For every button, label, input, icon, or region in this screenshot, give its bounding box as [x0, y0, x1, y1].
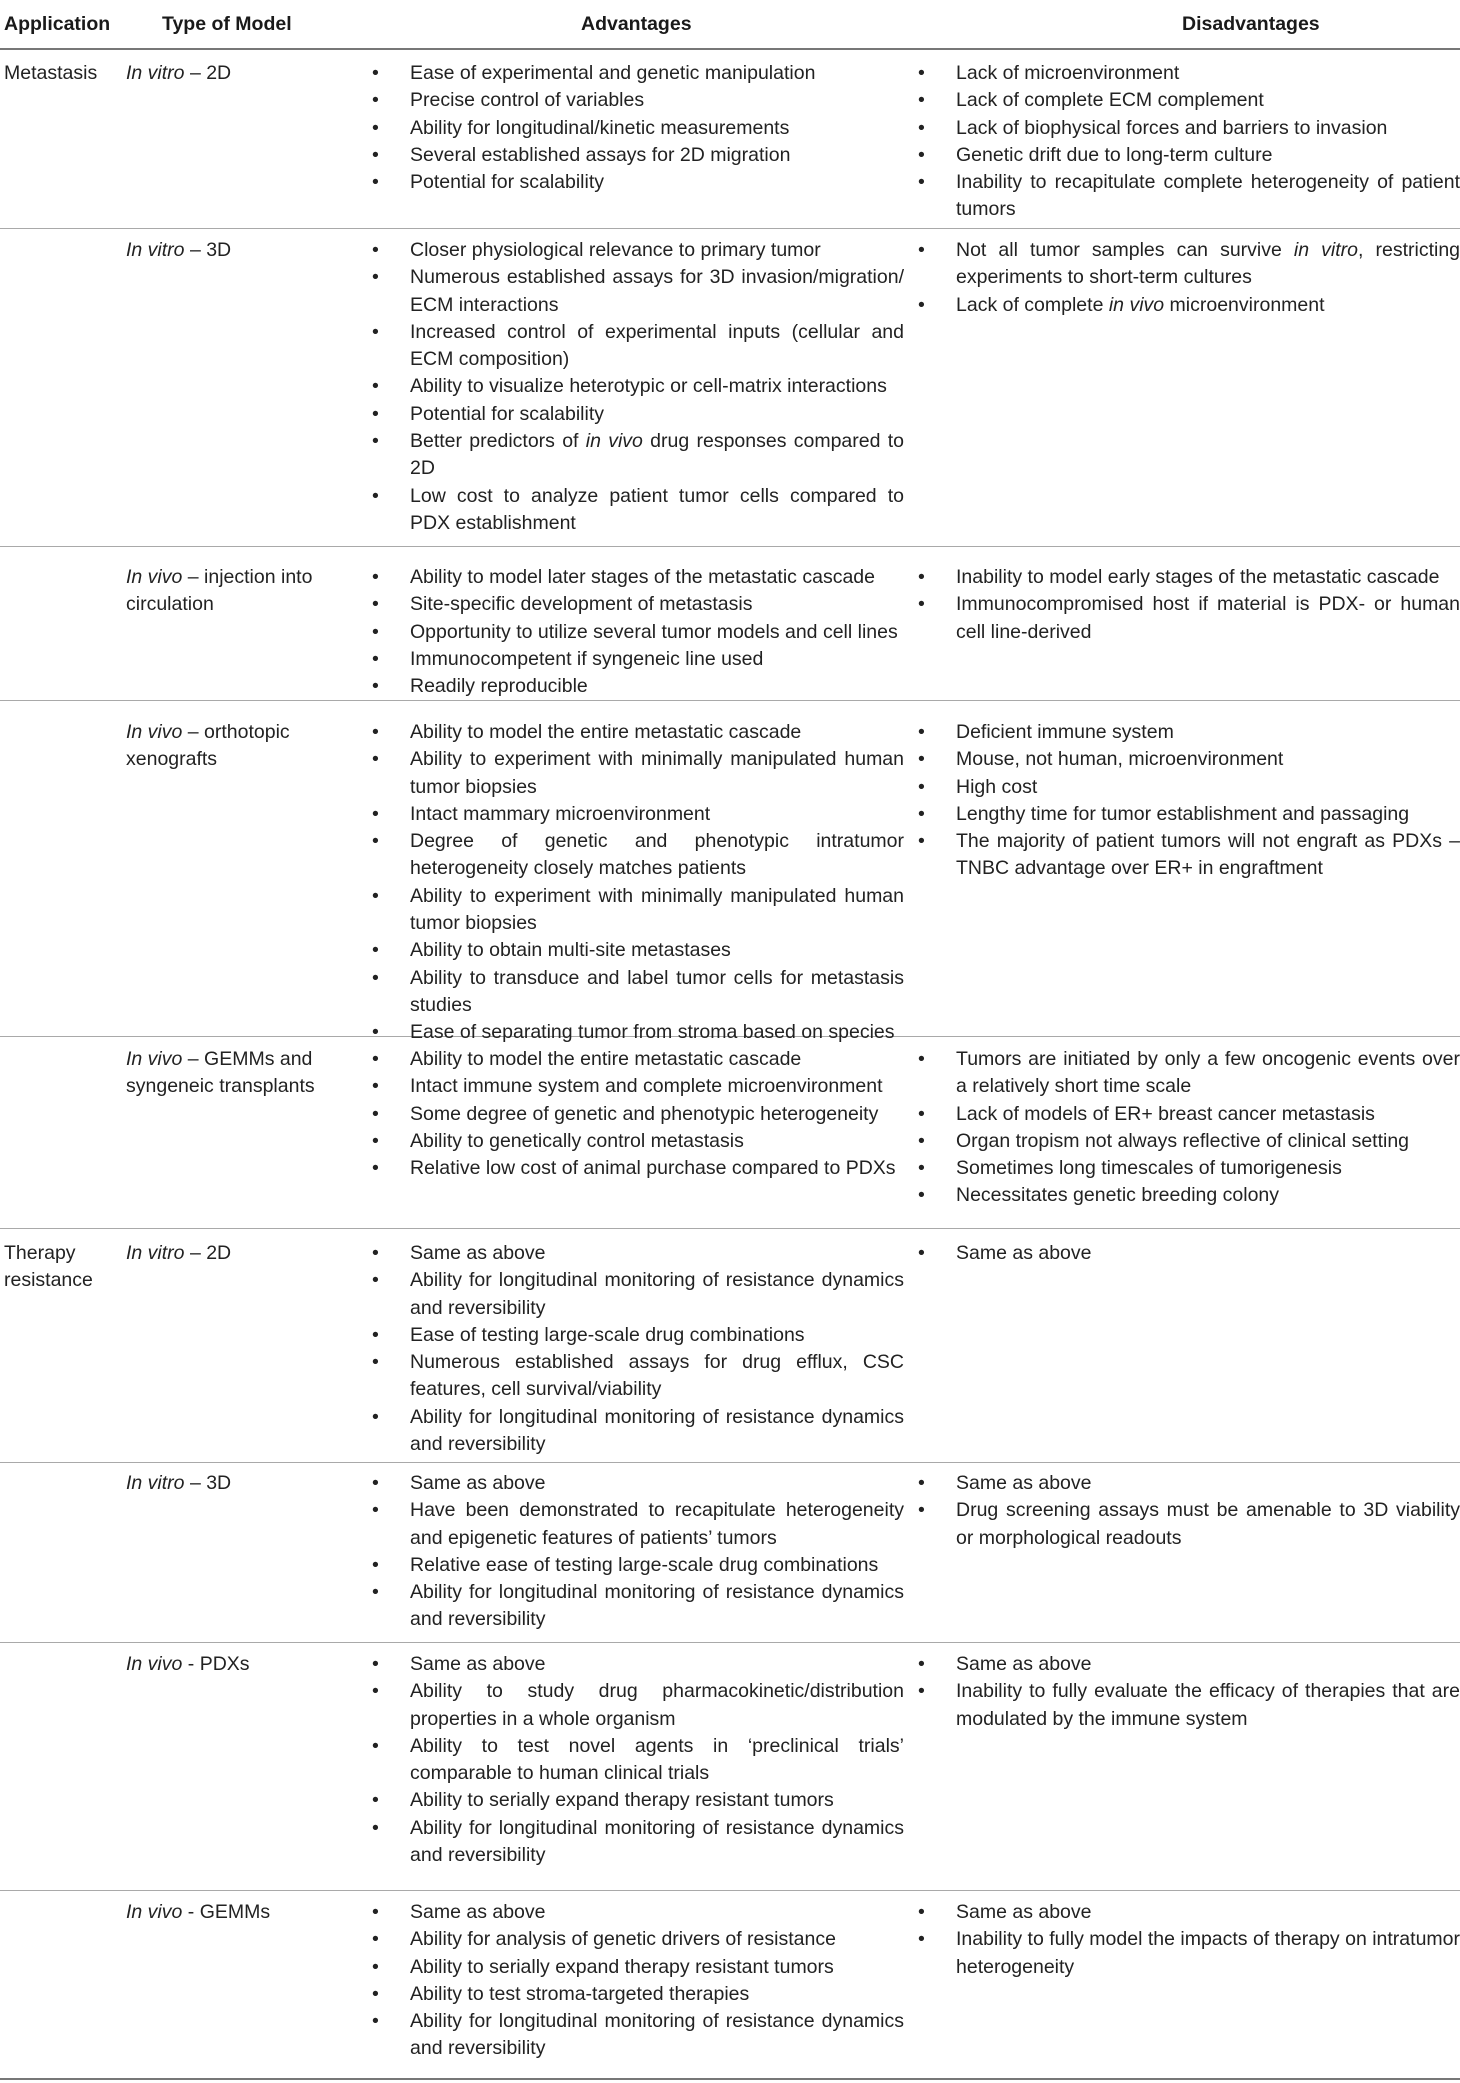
advantage-item-text: Ability for longitudinal monitoring of resistance dynamics and reversibility	[410, 1405, 904, 1456]
bullet-icon: •	[372, 966, 379, 989]
advantages-list	[372, 1899, 904, 2063]
disadvantage-item-text: Lengthy time for tumor establishment and passaging	[956, 802, 1410, 825]
bullet-icon: •	[372, 647, 379, 670]
advantages-list	[372, 1240, 904, 1458]
bullet-icon: •	[372, 1499, 379, 1522]
advantage-item	[372, 1651, 904, 1678]
advantage-item	[372, 115, 904, 142]
disadvantage-item-text: Mouse, not human, microenvironment	[956, 748, 1284, 771]
disadvantage-item	[918, 746, 1460, 773]
advantage-item-text: Ability to model later stages of the metastatic cascade	[410, 566, 875, 588]
disadvantage-item	[918, 60, 1460, 87]
disadvantage-item-text: Lack of complete in vivo microenvironment	[956, 293, 1325, 316]
advantage-item-text: Site-specific development of metastasis	[410, 593, 753, 616]
advantage-item-text: Ability to test novel agents in ‘preclinical trials’ comparable to human clinical trials	[410, 1734, 904, 1785]
bullet-icon: •	[918, 1102, 925, 1125]
bullet-icon: •	[372, 375, 379, 398]
bullet-icon: •	[372, 675, 379, 698]
bullet-icon: •	[372, 1323, 379, 1346]
bullet-icon: •	[918, 1242, 925, 1264]
advantage-item	[372, 319, 904, 374]
disadvantage-item	[918, 801, 1460, 828]
row-divider	[0, 1228, 1460, 1229]
bullet-icon: •	[918, 293, 925, 316]
header-application: Application	[4, 13, 111, 35]
disadvantage-item-text: Same as above	[956, 1653, 1092, 1675]
disadvantage-item	[918, 774, 1460, 801]
advantage-item-text: Ease of experimental and genetic manipulation	[410, 62, 816, 84]
application-cell: Therapy resistance	[4, 1242, 93, 1292]
disadvantage-item-text: Same as above	[956, 1472, 1092, 1494]
table-border	[0, 48, 1460, 50]
model-type-italic: In vivo	[126, 721, 183, 743]
bullet-icon: •	[918, 1472, 925, 1494]
advantage-item	[372, 828, 904, 883]
model-type-cell	[126, 1046, 348, 1101]
advantage-item	[372, 87, 904, 114]
disadvantages-list	[918, 1240, 1460, 1267]
advantage-item	[372, 373, 904, 400]
advantage-item	[372, 1981, 904, 2008]
table-border	[0, 2078, 1460, 2080]
advantage-item-text: Same as above	[410, 1653, 546, 1675]
advantage-item-text: Degree of genetic and phenotypic intratumor heterogeneity closely matches patients	[410, 830, 904, 880]
model-type-detail: – 3D	[184, 239, 232, 261]
advantage-item-text: Ability for longitudinal/kinetic measurements	[410, 116, 790, 139]
disadvantage-item	[918, 1046, 1460, 1101]
disadvantage-item	[918, 237, 1460, 292]
disadvantage-item	[918, 1497, 1460, 1552]
model-type-cell	[126, 1470, 348, 1497]
advantage-item-text: Several established assays for 2D migration	[410, 143, 791, 166]
advantage-item-text: Ease of testing large-scale drug combinations	[410, 1323, 805, 1346]
bullet-icon: •	[372, 266, 379, 289]
model-type-italic: In vivo	[126, 566, 183, 588]
advantage-item-text: Have been demonstrated to recapitulate heterogeneity and epigenetic features of patients’ tumors	[410, 1499, 904, 1549]
advantage-item-text: Readily reproducible	[410, 675, 588, 698]
model-type-detail: – 3D	[184, 1472, 232, 1494]
advantage-item-text: Ability for longitudinal monitoring of resistance dynamics and reversibility	[410, 1269, 904, 1319]
advantage-item	[372, 1073, 904, 1100]
advantage-item	[372, 1497, 904, 1552]
bullet-icon: •	[372, 1351, 379, 1374]
advantage-item-text: Relative ease of testing large-scale drug combinations	[410, 1553, 879, 1576]
row-divider	[0, 228, 1460, 229]
model-type-italic: In vitro	[126, 239, 185, 261]
advantage-item	[372, 1899, 904, 1926]
disadvantage-item-text: The majority of patient tumors will not engraft as PDXs – TNBC advantage over ER+ in engraftment	[956, 830, 1460, 880]
disadvantages-list	[918, 1651, 1460, 1733]
model-type-cell	[126, 1899, 348, 1926]
advantage-item	[372, 1128, 904, 1155]
bullet-icon: •	[372, 402, 379, 425]
row-divider	[0, 546, 1460, 547]
disadvantage-item	[918, 1155, 1460, 1182]
bullet-icon: •	[918, 1653, 925, 1675]
disadvantage-item	[918, 1101, 1460, 1128]
advantage-item-text: Same as above	[410, 1901, 546, 1923]
model-type-cell	[126, 719, 348, 774]
advantage-item-text: Ability for longitudinal monitoring of resistance dynamics and reversibility	[410, 1816, 904, 1867]
bullet-icon: •	[918, 1184, 925, 1207]
bullet-icon: •	[918, 593, 925, 616]
bullet-icon: •	[918, 1048, 925, 1070]
advantage-item-text: Ability to experiment with minimally manipulated human tumor biopsies	[410, 884, 904, 935]
bullet-icon: •	[372, 802, 379, 825]
header-disadvantages: Disadvantages	[1182, 13, 1320, 35]
bullet-icon: •	[918, 89, 925, 112]
bullet-icon: •	[372, 1734, 379, 1757]
bullet-icon: •	[918, 802, 925, 825]
advantage-item-text: Same as above	[410, 1472, 546, 1494]
advantage-item	[372, 2008, 904, 2063]
model-type-detail: – orthotopic xenografts	[126, 721, 290, 771]
bullet-icon: •	[372, 116, 379, 139]
disadvantage-item	[918, 142, 1460, 169]
disadvantage-item	[918, 1182, 1460, 1209]
application-cell: Metastasis	[4, 62, 98, 84]
disadvantage-item-text: Inability to fully model the impacts of therapy on intratumor heterogeneity	[956, 1928, 1460, 1978]
advantage-item-text: Immunocompetent if syngeneic line used	[410, 647, 764, 670]
disadvantage-item-text: Same as above	[956, 1901, 1092, 1923]
bullet-icon: •	[918, 566, 925, 588]
advantage-item-text: Numerous established assays for drug efflux, CSC features, cell survival/viability	[410, 1351, 904, 1401]
advantage-item	[372, 1046, 904, 1073]
advantage-item	[372, 1954, 904, 1981]
disadvantage-item-text: Immunocompromised host if material is PDX- or human cell line-derived	[956, 593, 1460, 643]
advantages-list	[372, 719, 904, 1047]
advantage-item	[372, 1101, 904, 1128]
header-type-of-model: Type of Model	[162, 13, 292, 35]
advantage-item	[372, 1579, 904, 1634]
advantage-item-text: Ease of separating tumor from stroma based on species	[410, 1021, 895, 1044]
bullet-icon: •	[372, 484, 379, 507]
disadvantage-item-text: High cost	[956, 775, 1038, 798]
bullet-icon: •	[918, 1928, 925, 1951]
advantage-item-text: Same as above	[410, 1242, 546, 1264]
bullet-icon: •	[372, 1048, 379, 1070]
advantage-item	[372, 264, 904, 319]
advantage-item	[372, 1240, 904, 1267]
disadvantage-item-text: Drug screening assays must be amenable to 3D viability or morphological readouts	[956, 1499, 1460, 1549]
model-type-detail: – GEMMs and syngeneic transplants	[126, 1048, 315, 1098]
model-type-italic: In vivo	[126, 1653, 183, 1675]
bullet-icon: •	[918, 1901, 925, 1923]
model-type-italic: In vivo	[126, 1048, 183, 1070]
advantage-item	[372, 1926, 904, 1953]
model-type-detail: – 2D	[184, 1242, 232, 1264]
model-type-italic: In vivo	[126, 1901, 183, 1923]
advantages-list	[372, 1046, 904, 1182]
advantage-item	[372, 746, 904, 801]
advantage-item	[372, 1349, 904, 1404]
advantage-item	[372, 1019, 904, 1046]
disadvantages-list	[918, 1899, 1460, 1981]
advantage-item	[372, 483, 904, 538]
model-type-italic: In vitro	[126, 1242, 185, 1264]
bullet-icon: •	[918, 1129, 925, 1152]
advantage-item	[372, 1678, 904, 1733]
advantage-item-text: Ability to serially expand therapy resistant tumors	[410, 1955, 834, 1978]
advantage-item-text: Intact mammary microenvironment	[410, 802, 711, 825]
disadvantage-item-text: Lack of microenvironment	[956, 62, 1180, 84]
bullet-icon: •	[918, 239, 925, 261]
bullet-icon: •	[372, 1680, 379, 1703]
disadvantage-item-text: Organ tropism not always reflective of clinical setting	[956, 1129, 1410, 1152]
disadvantage-item-text: Lack of biophysical forces and barriers to invasion	[956, 116, 1388, 139]
advantage-item-text: Ability to study drug pharmacokinetic/distribution properties in a whole organism	[410, 1680, 904, 1730]
bullet-icon: •	[372, 939, 379, 962]
advantage-item-text: Ability to obtain multi-site metastases	[410, 939, 731, 962]
advantage-item-text: Ability for longitudinal monitoring of resistance dynamics and reversibility	[410, 1581, 904, 1631]
advantage-item-text: Better predictors of in vivo drug responses compared to 2D	[410, 430, 904, 480]
advantage-item	[372, 1733, 904, 1788]
model-type-detail: – 2D	[184, 62, 232, 84]
advantage-item	[372, 1267, 904, 1322]
advantage-item-text: Numerous established assays for 3D invasion/migration/ ECM interactions	[410, 266, 904, 316]
disadvantage-item-text: Lack of complete ECM complement	[956, 89, 1264, 112]
bullet-icon: •	[372, 1789, 379, 1812]
disadvantage-item	[918, 87, 1460, 114]
bullet-icon: •	[918, 1499, 925, 1522]
disadvantage-item-text: Sometimes long timescales of tumorigenesis	[956, 1157, 1342, 1180]
bullet-icon: •	[372, 430, 379, 453]
advantage-item-text: Low cost to analyze patient tumor cells compared to PDX establishment	[410, 484, 904, 534]
advantage-item-text: Ability for analysis of genetic drivers of resistance	[410, 1928, 836, 1951]
disadvantage-item	[918, 292, 1460, 319]
disadvantage-item-text: Not all tumor samples can survive in vitro, restricting experiments to short-term cultures	[956, 239, 1460, 289]
bullet-icon: •	[372, 239, 379, 261]
advantage-item	[372, 1552, 904, 1579]
advantages-list	[372, 60, 904, 196]
row-divider	[0, 1462, 1460, 1463]
disadvantages-list	[918, 564, 1460, 646]
advantage-item	[372, 1787, 904, 1814]
bullet-icon: •	[372, 1242, 379, 1264]
advantage-item	[372, 1815, 904, 1870]
bullet-icon: •	[372, 830, 379, 853]
disadvantage-item	[918, 1678, 1460, 1733]
advantage-item-text: Relative low cost of animal purchase compared to PDXs	[410, 1157, 896, 1180]
disadvantage-item-text: Same as above	[956, 1242, 1092, 1264]
bullet-icon: •	[372, 1982, 379, 2005]
advantage-item-text: Opportunity to utilize several tumor models and cell lines	[410, 620, 898, 643]
advantage-item	[372, 428, 904, 483]
disadvantage-item-text: Necessitates genetic breeding colony	[956, 1184, 1280, 1207]
disadvantage-item	[918, 1926, 1460, 1981]
advantage-item-text: Intact immune system and complete microenvironment	[410, 1075, 883, 1098]
advantage-item	[372, 1404, 904, 1459]
bullet-icon: •	[372, 1472, 379, 1494]
model-type-cell	[126, 60, 348, 87]
model-type-cell	[126, 237, 348, 264]
bullet-icon: •	[372, 1405, 379, 1428]
advantage-item	[372, 591, 904, 618]
advantage-item-text: Ability to serially expand therapy resistant tumors	[410, 1789, 834, 1812]
advantage-item-text: Ability for longitudinal monitoring of resistance dynamics and reversibility	[410, 2010, 904, 2060]
bullet-icon: •	[372, 1129, 379, 1152]
bullet-icon: •	[918, 143, 925, 166]
advantage-item	[372, 619, 904, 646]
disadvantage-item	[918, 564, 1460, 591]
row-divider	[0, 1890, 1460, 1891]
advantages-list	[372, 1470, 904, 1634]
bullet-icon: •	[372, 1021, 379, 1044]
row-divider	[0, 1642, 1460, 1643]
advantage-item	[372, 237, 904, 264]
bullet-icon: •	[372, 1653, 379, 1675]
bullet-icon: •	[372, 620, 379, 643]
model-type-cell	[126, 1651, 348, 1678]
disadvantage-item	[918, 1240, 1460, 1267]
disadvantage-item-text: Inability to recapitulate complete heterogeneity of patient tumors	[956, 171, 1460, 221]
bullet-icon: •	[372, 748, 379, 771]
bullet-icon: •	[918, 1680, 925, 1703]
advantage-item-text: Ability to model the entire metastatic cascade	[410, 1048, 802, 1070]
bullet-icon: •	[372, 1816, 379, 1839]
advantage-item	[372, 673, 904, 700]
advantage-item-text: Ability to experiment with minimally manipulated human tumor biopsies	[410, 748, 904, 798]
bullet-icon: •	[918, 116, 925, 139]
advantage-item-text: Ability to visualize heterotypic or cell-matrix interactions	[410, 375, 887, 398]
advantage-item-text: Ability to genetically control metastasis	[410, 1129, 744, 1152]
disadvantage-item-text: Inability to fully evaluate the efficacy of therapies that are modulated by the immune system	[956, 1680, 1460, 1730]
advantage-item	[372, 719, 904, 746]
bullet-icon: •	[372, 62, 379, 84]
advantage-item-text: Potential for scalability	[410, 402, 605, 425]
disadvantage-item	[918, 591, 1460, 646]
advantage-item-text: Ability to test stroma-targeted therapies	[410, 1982, 750, 2005]
bullet-icon: •	[372, 1553, 379, 1576]
advantage-item	[372, 564, 904, 591]
bullet-icon: •	[372, 143, 379, 166]
bullet-icon: •	[372, 320, 379, 343]
disadvantages-list	[918, 1470, 1460, 1552]
bullet-icon: •	[372, 721, 379, 743]
advantage-item	[372, 1470, 904, 1497]
disadvantage-item	[918, 169, 1460, 224]
advantage-item	[372, 801, 904, 828]
bullet-icon: •	[372, 1157, 379, 1180]
bullet-icon: •	[372, 1901, 379, 1923]
header-advantages: Advantages	[581, 13, 692, 35]
disadvantage-item	[918, 1651, 1460, 1678]
disadvantage-item	[918, 1128, 1460, 1155]
advantage-item-text: Closer physiological relevance to primary tumor	[410, 239, 821, 261]
advantages-list	[372, 237, 904, 537]
advantages-list	[372, 564, 904, 700]
bullet-icon: •	[372, 89, 379, 112]
disadvantage-item-text: Lack of models of ER+ breast cancer metastasis	[956, 1102, 1375, 1125]
advantage-item-text: Increased control of experimental inputs (cellular and ECM composition)	[410, 320, 904, 371]
disadvantage-item	[918, 1899, 1460, 1926]
bullet-icon: •	[918, 775, 925, 798]
bullet-icon: •	[372, 1075, 379, 1098]
bullet-icon: •	[918, 1157, 925, 1180]
model-type-detail: - GEMMs	[182, 1901, 271, 1923]
bullet-icon: •	[918, 721, 925, 743]
advantage-item-text: Ability to model the entire metastatic cascade	[410, 721, 802, 743]
disadvantage-item	[918, 115, 1460, 142]
bullet-icon: •	[372, 2010, 379, 2033]
advantage-item	[372, 965, 904, 1020]
disadvantage-item-text: Inability to model early stages of the metastatic cascade	[956, 566, 1440, 588]
disadvantage-item-text: Genetic drift due to long-term culture	[956, 143, 1273, 166]
disadvantages-list	[918, 237, 1460, 319]
disadvantage-item-text: Deficient immune system	[956, 721, 1174, 743]
advantage-item	[372, 883, 904, 938]
bullet-icon: •	[372, 884, 379, 907]
advantage-item-text: Precise control of variables	[410, 89, 645, 112]
advantage-item	[372, 1322, 904, 1349]
bullet-icon: •	[372, 1928, 379, 1951]
bullet-icon: •	[372, 1581, 379, 1604]
model-type-italic: In vitro	[126, 62, 185, 84]
advantage-item	[372, 401, 904, 428]
disadvantages-list	[918, 719, 1460, 883]
model-type-detail: - PDXs	[182, 1653, 250, 1675]
disadvantage-item-text: Tumors are initiated by only a few oncogenic events over a relatively short time scale	[956, 1048, 1460, 1098]
advantage-item	[372, 1155, 904, 1182]
advantage-item-text: Ability to transduce and label tumor cells for metastasis studies	[410, 966, 904, 1016]
bullet-icon: •	[372, 171, 379, 194]
model-type-detail: – injection into circulation	[126, 566, 313, 616]
advantage-item	[372, 646, 904, 673]
advantage-item-text: Potential for scalability	[410, 171, 605, 194]
bullet-icon: •	[372, 1955, 379, 1978]
advantage-item	[372, 169, 904, 196]
disadvantage-item	[918, 828, 1460, 883]
bullet-icon: •	[918, 171, 925, 194]
bullet-icon: •	[372, 593, 379, 616]
bullet-icon: •	[918, 830, 925, 853]
advantage-item	[372, 60, 904, 87]
model-type-cell	[126, 1240, 348, 1267]
disadvantages-list	[918, 60, 1460, 224]
advantage-item	[372, 142, 904, 169]
disadvantage-item	[918, 719, 1460, 746]
bullet-icon: •	[372, 566, 379, 588]
disadvantages-list	[918, 1046, 1460, 1210]
advantage-item-text: Some degree of genetic and phenotypic heterogeneity	[410, 1102, 879, 1125]
bullet-icon: •	[918, 748, 925, 771]
advantages-list	[372, 1651, 904, 1869]
disadvantage-item	[918, 1470, 1460, 1497]
advantage-item	[372, 937, 904, 964]
bullet-icon: •	[372, 1269, 379, 1292]
bullet-icon: •	[918, 62, 925, 84]
bullet-icon: •	[372, 1102, 379, 1125]
model-type-italic: In vitro	[126, 1472, 185, 1494]
model-type-cell	[126, 564, 348, 619]
